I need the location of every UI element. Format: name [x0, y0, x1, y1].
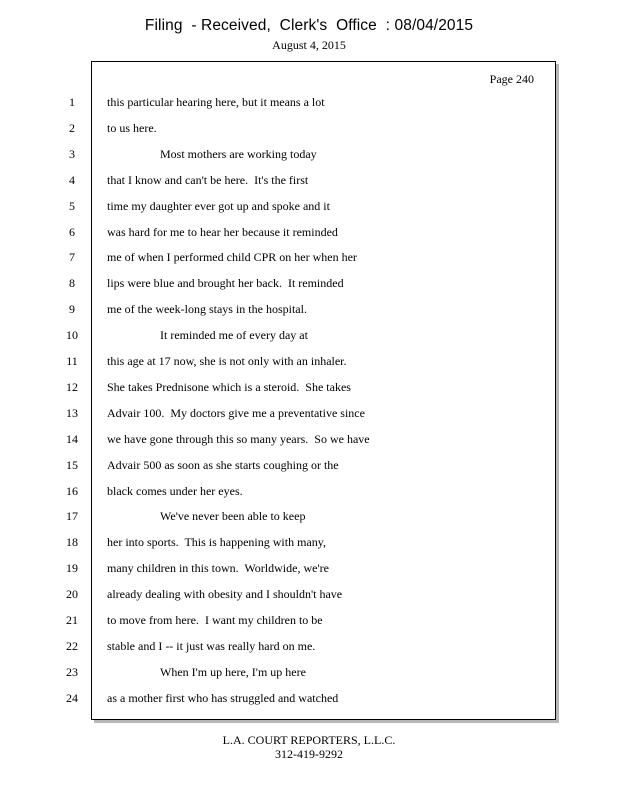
line-number: 18	[66, 535, 78, 549]
line-number: 21	[66, 613, 78, 627]
line-number: 7	[69, 250, 75, 264]
transcript-line: Advair 500 as soon as she starts coughing or the	[107, 458, 339, 472]
line-number: 15	[66, 458, 78, 472]
transcript-line: We've never been able to keep	[160, 509, 306, 523]
header-date: August 4, 2015	[272, 38, 346, 52]
page-number: Page 240	[489, 72, 534, 86]
line-number: 1	[69, 95, 75, 109]
transcript-line: Advair 100. My doctors give me a preventative since	[107, 406, 365, 420]
transcript-line: Most mothers are working today	[160, 147, 317, 161]
line-number: 3	[69, 147, 75, 161]
line-number: 14	[66, 432, 78, 446]
transcript-line: When I'm up here, I'm up here	[160, 665, 306, 679]
transcript-line: this particular hearing here, but it means a lot	[107, 95, 325, 109]
transcript-line: black comes under her eyes.	[107, 484, 243, 498]
line-number: 4	[69, 173, 75, 187]
transcript-line: time my daughter ever got up and spoke and it	[107, 199, 330, 213]
transcript-line: me of the week-long stays in the hospital.	[107, 302, 307, 316]
transcript-line: She takes Prednisone which is a steroid. She takes	[107, 380, 351, 394]
line-number: 9	[69, 302, 75, 316]
line-number: 23	[66, 665, 78, 679]
transcript-line: many children in this town. Worldwide, we're	[107, 561, 329, 575]
transcript-line: me of when I performed child CPR on her when her	[107, 250, 357, 264]
transcript-line: stable and I -- it just was really hard on me.	[107, 639, 316, 653]
line-number: 6	[69, 225, 75, 239]
line-number: 22	[66, 639, 78, 653]
line-number: 24	[66, 691, 78, 705]
transcript-line: to move from here. I want my children to be	[107, 613, 323, 627]
footer-phone: 312-419-9292	[275, 747, 343, 761]
line-number: 12	[66, 380, 78, 394]
transcript-line: her into sports. This is happening with many,	[107, 535, 326, 549]
line-number: 5	[69, 199, 75, 213]
line-number: 8	[69, 276, 75, 290]
filing-header: Filing - Received, Clerk's Office : 08/04/2015	[144, 17, 474, 34]
transcript-line: that I know and can't be here. It's the first	[107, 173, 309, 187]
transcript-line: It reminded me of every day at	[160, 328, 308, 342]
transcript-line: to us here.	[107, 121, 157, 135]
line-number: 17	[66, 509, 78, 523]
transcript-line: already dealing with obesity and I shouldn't have	[107, 587, 343, 601]
transcript-line: this age at 17 now, she is not only with an inhaler.	[107, 354, 347, 368]
line-number: 16	[66, 484, 78, 498]
line-number: 13	[66, 406, 78, 420]
transcript-line: as a mother first who has struggled and watched	[107, 691, 339, 705]
transcript-line: lips were blue and brought her back. It reminded	[107, 276, 344, 290]
line-number: 20	[66, 587, 78, 601]
transcript-line: we have gone through this so many years. So we have	[107, 432, 370, 446]
transcript-line: was hard for me to hear her because it reminded	[107, 225, 338, 239]
footer-company: L.A. COURT REPORTERS, L.L.C.	[222, 733, 396, 747]
line-number: 19	[66, 561, 78, 575]
line-number: 2	[69, 121, 75, 135]
line-number: 11	[66, 354, 78, 368]
line-number: 10	[66, 328, 78, 342]
